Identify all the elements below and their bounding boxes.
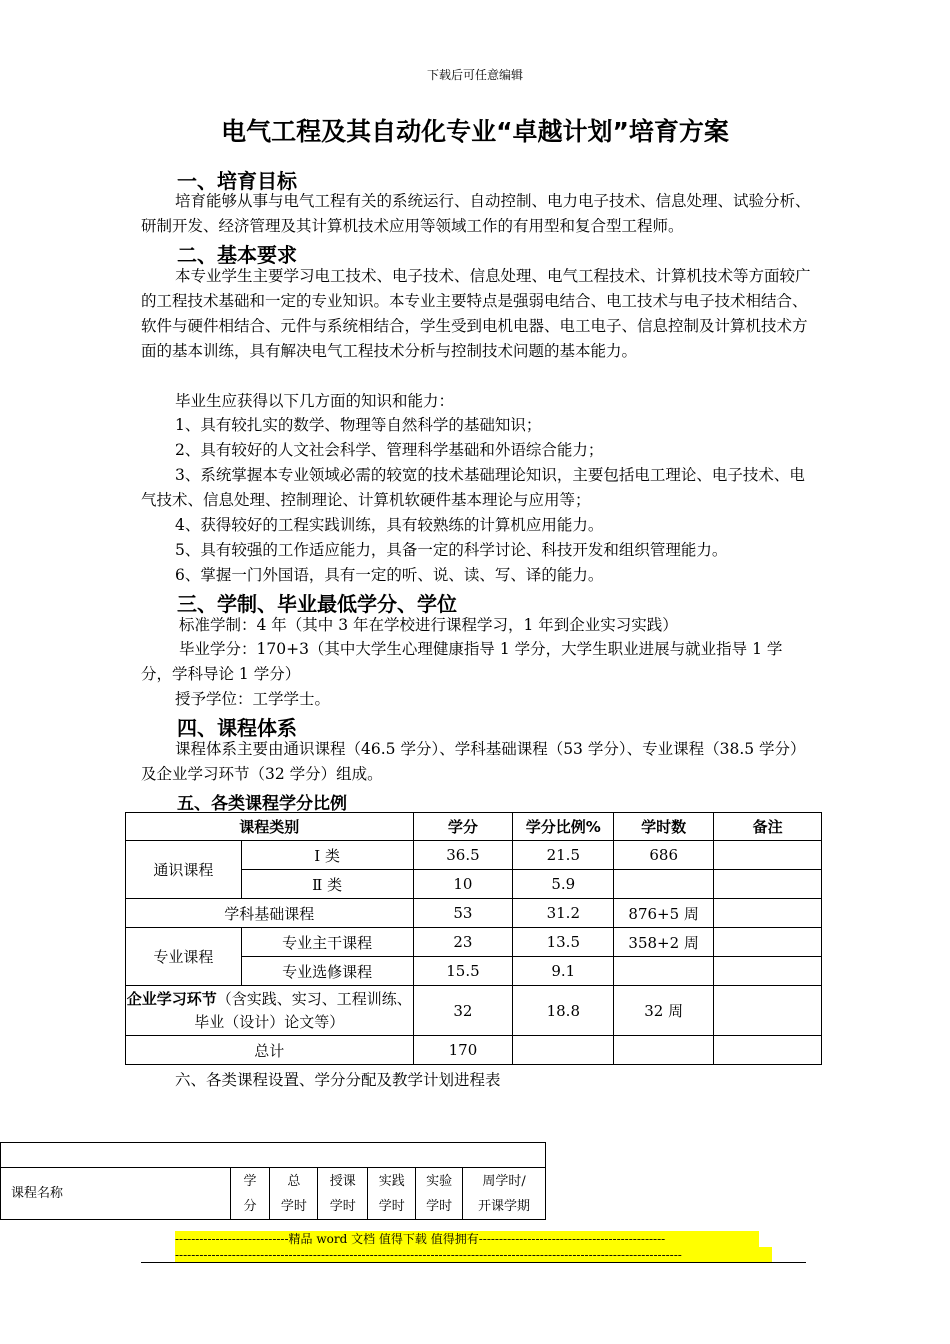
row-note xyxy=(714,928,822,957)
header-lecture-hours: 授课 学时 xyxy=(318,1168,368,1220)
section-2-heading: 二、基本要求 xyxy=(177,243,297,267)
degree-awarded: 授予学位：工学学士。 xyxy=(175,690,331,708)
header-practice-hours: 实践 学时 xyxy=(368,1168,416,1220)
enterprise-name-rest: （含实践、实习、工程训练、毕业（设计）论文等） xyxy=(194,989,412,1031)
row-ratio: 18.8 xyxy=(513,986,614,1036)
row-ratio: 31.2 xyxy=(513,899,614,928)
section-1-heading: 一、培育目标 xyxy=(177,169,297,193)
header-note: 下载后可任意编辑 xyxy=(426,68,523,82)
row-credit: 32 xyxy=(413,986,513,1036)
requirement-1: 1、具有较扎实的数学、物理等自然科学的基础知识； xyxy=(175,416,542,434)
row-ratio xyxy=(513,1036,614,1065)
header-credit: 学分 xyxy=(413,813,513,841)
credit-ratio-table xyxy=(125,812,822,1065)
row-credit: 170 xyxy=(413,1036,513,1065)
header-category: 课程类别 xyxy=(126,813,414,841)
row-credit: 23 xyxy=(413,928,513,957)
header-credit: 学 分 xyxy=(230,1168,270,1220)
course-plan-table xyxy=(0,1142,546,1220)
row-hours xyxy=(614,870,714,899)
row-credit: 15.5 xyxy=(413,957,513,986)
enterprise-name-bold: 企业学习环节 xyxy=(126,989,217,1008)
table-row-total xyxy=(126,1036,822,1065)
section-3-heading: 三、学制、毕业最低学分、学位 xyxy=(177,592,457,616)
row-name: 专业选修课程 xyxy=(241,957,413,986)
table-row xyxy=(126,986,822,1036)
row-hours: 358+2 周 xyxy=(614,928,714,957)
section-6-heading: 六、各类课程设置、学分分配及教学计划进程表 xyxy=(175,1071,501,1089)
document-title: 电气工程及其自动化专业“卓越计划”培育方案 xyxy=(221,117,729,146)
footer-banner xyxy=(175,1231,772,1263)
section-2-intro: 毕业生应获得以下几方面的知识和能力： xyxy=(175,392,455,410)
table-header-row xyxy=(1,1168,546,1220)
row-ratio: 13.5 xyxy=(513,928,614,957)
row-name: 总计 xyxy=(126,1036,414,1065)
row-note xyxy=(714,986,822,1036)
row-note xyxy=(714,899,822,928)
row-ratio: 21.5 xyxy=(513,841,614,870)
header-hours: 学时数 xyxy=(614,813,714,841)
row-note xyxy=(714,870,822,899)
row-hours xyxy=(614,1036,714,1065)
graduation-credits: 毕业学分：170+3（其中大学生心理健康指导 1 学分，大学生职业进展与就业指导 1 学分，学科导论 1 学分） xyxy=(141,640,783,683)
section-4-heading: 四、课程体系 xyxy=(177,716,297,740)
row-note xyxy=(714,1036,822,1065)
row-credit: 36.5 xyxy=(413,841,513,870)
header-total-hours: 总 学时 xyxy=(270,1168,318,1220)
header-course-name: 课程名称 xyxy=(1,1168,231,1220)
standard-duration: 标准学制：4 年（其中 3 年在学校进行课程学习，1 年到企业实习实践） xyxy=(179,616,678,634)
row-name: 专业主干课程 xyxy=(241,928,413,957)
requirement-5: 5、具有较强的工作适应能力，具备一定的科学讨论、科技开发和组织管理能力。 xyxy=(175,541,728,559)
header-note: 备注 xyxy=(714,813,822,841)
table-row xyxy=(1,1143,546,1168)
row-hours: 32 周 xyxy=(614,986,714,1036)
row-hours xyxy=(614,957,714,986)
section-5-heading: 五、各类课程学分比例 xyxy=(177,794,347,814)
table-row xyxy=(126,899,822,928)
requirement-3: 3、系统掌握本专业领域必需的较宽的技术基础理论知识，主要包括电工理论、电子技术、电气技术、信息处理、控制理论、计算机软硬件基本理论与应用等； xyxy=(141,466,805,509)
row-hours: 686 xyxy=(614,841,714,870)
section-4-text: 课程体系主要由通识课程（46.5 学分）、学科基础课程（53 学分）、专业课程（38.5 学分）及企业学习环节（32 学分）组成。 xyxy=(141,740,806,783)
general-courses-label: 通识课程 xyxy=(126,841,242,899)
header-lab-hours: 实验 学时 xyxy=(416,1168,463,1220)
table-header-row xyxy=(126,813,822,841)
requirement-2: 2、具有较好的人文社会科学、管理科学基础和外语综合能力； xyxy=(175,441,604,459)
header-weekly-hours: 周学时/ 开课学期 xyxy=(463,1168,546,1220)
row-note xyxy=(714,841,822,870)
requirement-4: 4、获得较好的工程实践训练，具有较熟练的计算机应用能力。 xyxy=(175,516,604,534)
section-2-text: 本专业学生主要学习电工技术、电子技术、信息处理、电气工程技术、计算机技术等方面较广的工程技术基础和一定的专业知识。本专业主要特点是强弱电结合、电工技术与电子技术相结合、软件与硬件相结合、元件与系统相结合，学生受到电机电器、电工电子、信息控制及计算机技术方面的基本训练，具有解决电气工程技术分析与控制技术问题的基本能力。 xyxy=(141,267,811,360)
major-courses-label: 专业课程 xyxy=(126,928,242,986)
row-credit: 10 xyxy=(413,870,513,899)
footer-line-1: ----------------------------精品 word 文档 值得下载 值得拥有---------------------------------------------- xyxy=(175,1231,759,1247)
row-credit: 53 xyxy=(413,899,513,928)
row-note xyxy=(714,957,822,986)
enterprise-row-name xyxy=(126,986,414,1036)
row-name: Ⅰ 类 xyxy=(241,841,413,870)
row-name: 学科基础课程 xyxy=(126,899,414,928)
header-ratio: 学分比例% xyxy=(513,813,614,841)
footer-rule xyxy=(141,1262,806,1263)
requirement-6: 6、掌握一门外国语，具有一定的听、说、读、写、译的能力。 xyxy=(175,566,604,584)
footer-line-2: ----------------------------------------------------------------------------------------------------------------------------- xyxy=(175,1247,772,1263)
row-name: Ⅱ 类 xyxy=(241,870,413,899)
row-hours: 876+5 周 xyxy=(614,899,714,928)
row-ratio: 5.9 xyxy=(513,870,614,899)
section-1-text: 培育能够从事与电气工程有关的系统运行、自动控制、电力电子技术、信息处理、试验分析、研制开发、经济管理及其计算机技术应用等领域工作的有用型和复合型工程师。 xyxy=(141,192,811,235)
table-row xyxy=(126,841,822,870)
table-row xyxy=(126,928,822,957)
row-ratio: 9.1 xyxy=(513,957,614,986)
